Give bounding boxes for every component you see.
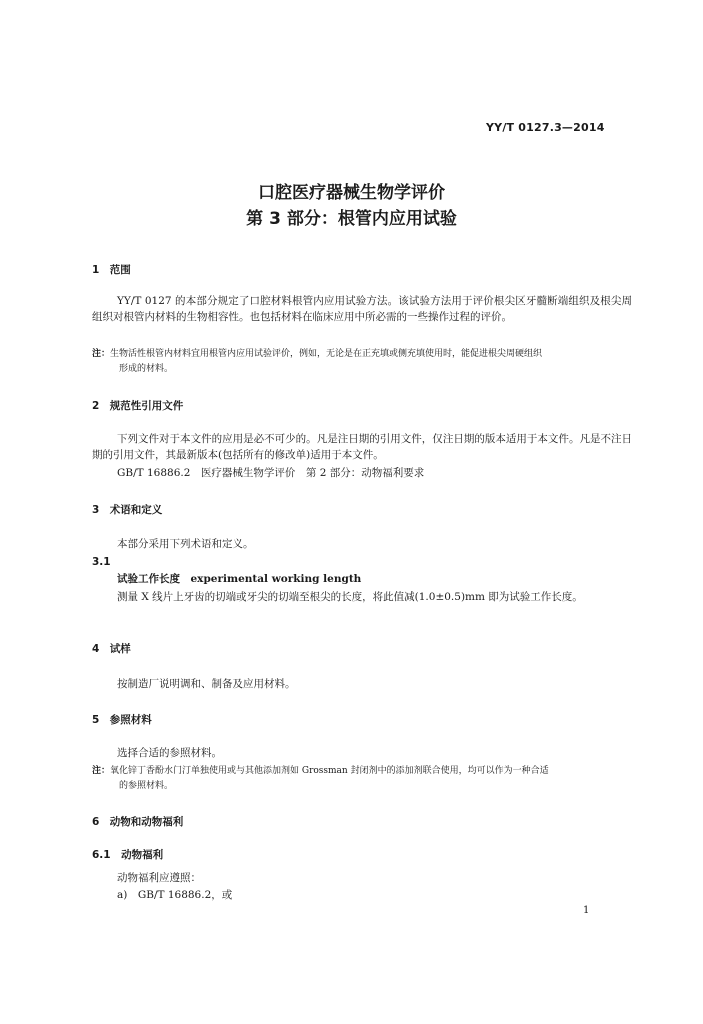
note-label: 注： bbox=[92, 349, 111, 359]
document-title-line2: 第 3 部分：根管内应用试验 bbox=[246, 209, 457, 229]
list-item-a: a) GB/T 16886.2，或 bbox=[117, 889, 233, 901]
section-6-heading: 6 动物和动物福利 bbox=[92, 816, 184, 828]
section-1-note bbox=[92, 347, 622, 377]
section-1-heading: 1 范围 bbox=[92, 264, 131, 276]
section-3-body: 本部分采用下列术语和定义。 bbox=[117, 538, 254, 550]
term-definition: 测量 X 线片上牙齿的切端或牙尖的切端至根尖的长度，将此值减(1.0±0.5)mm 即为试验工作长度。 bbox=[117, 591, 583, 603]
section-3-heading: 3 术语和定义 bbox=[92, 504, 163, 516]
section-5-note-line1: 氧化锌丁香酚水门汀单独使用或与其他添加剂如 Grossman 封闭剂中的添加剂联合使用，均可以作为一种合适 bbox=[110, 766, 549, 776]
section-4-heading: 4 试样 bbox=[92, 643, 131, 655]
section-6-1-body: 动物福利应遵照： bbox=[117, 872, 201, 884]
section-1-body: YY/T 0127 的本部分规定了口腔材料根管内应用试验方法。该试验方法用于评价根尖区牙髓断端组织及根尖周组织对根管内材料的生物相容性。也包括材料在临床应用中所必需的一些操作过程的评价。 bbox=[92, 295, 632, 323]
note-label: 注： bbox=[92, 766, 111, 776]
section-2-reference: GB/T 16886.2 医疗器械生物学评价 第 2 部分：动物福利要求 bbox=[117, 467, 425, 479]
term-name: 试验工作长度 experimental working length bbox=[117, 573, 362, 585]
section-2-body: 下列文件对于本文件的应用是必不可少的。凡是注日期的引用文件，仅注日期的版本适用于本文件。凡是不注日期的引用文件，其最新版本(包括所有的修改单)适用于本文件。 bbox=[92, 433, 632, 461]
term-number: 3.1 bbox=[92, 556, 111, 568]
page-number: 1 bbox=[583, 905, 590, 916]
section-6-1-heading: 6.1 动物福利 bbox=[92, 849, 164, 861]
section-5-note-line2: 的参照材料。 bbox=[119, 781, 174, 791]
section-5-note bbox=[92, 764, 622, 794]
section-1-note-line1: 生物活性根管内材料宜用根管内应用试验评价，例如，无论是在正充填或侧充填使用时，能促进根尖周硬组织 bbox=[110, 349, 543, 359]
section-4-body: 按制造厂说明调和、制备及应用材料。 bbox=[117, 678, 296, 690]
document-title-line1: 口腔医疗器械生物学评价 bbox=[258, 183, 445, 203]
standard-number: YY/T 0127.3—2014 bbox=[486, 121, 605, 134]
section-5-heading: 5 参照材料 bbox=[92, 714, 152, 726]
section-1-note-line2: 形成的材料。 bbox=[119, 364, 174, 374]
section-5-body: 选择合适的参照材料。 bbox=[117, 747, 222, 759]
section-2-heading: 2 规范性引用文件 bbox=[92, 400, 184, 412]
